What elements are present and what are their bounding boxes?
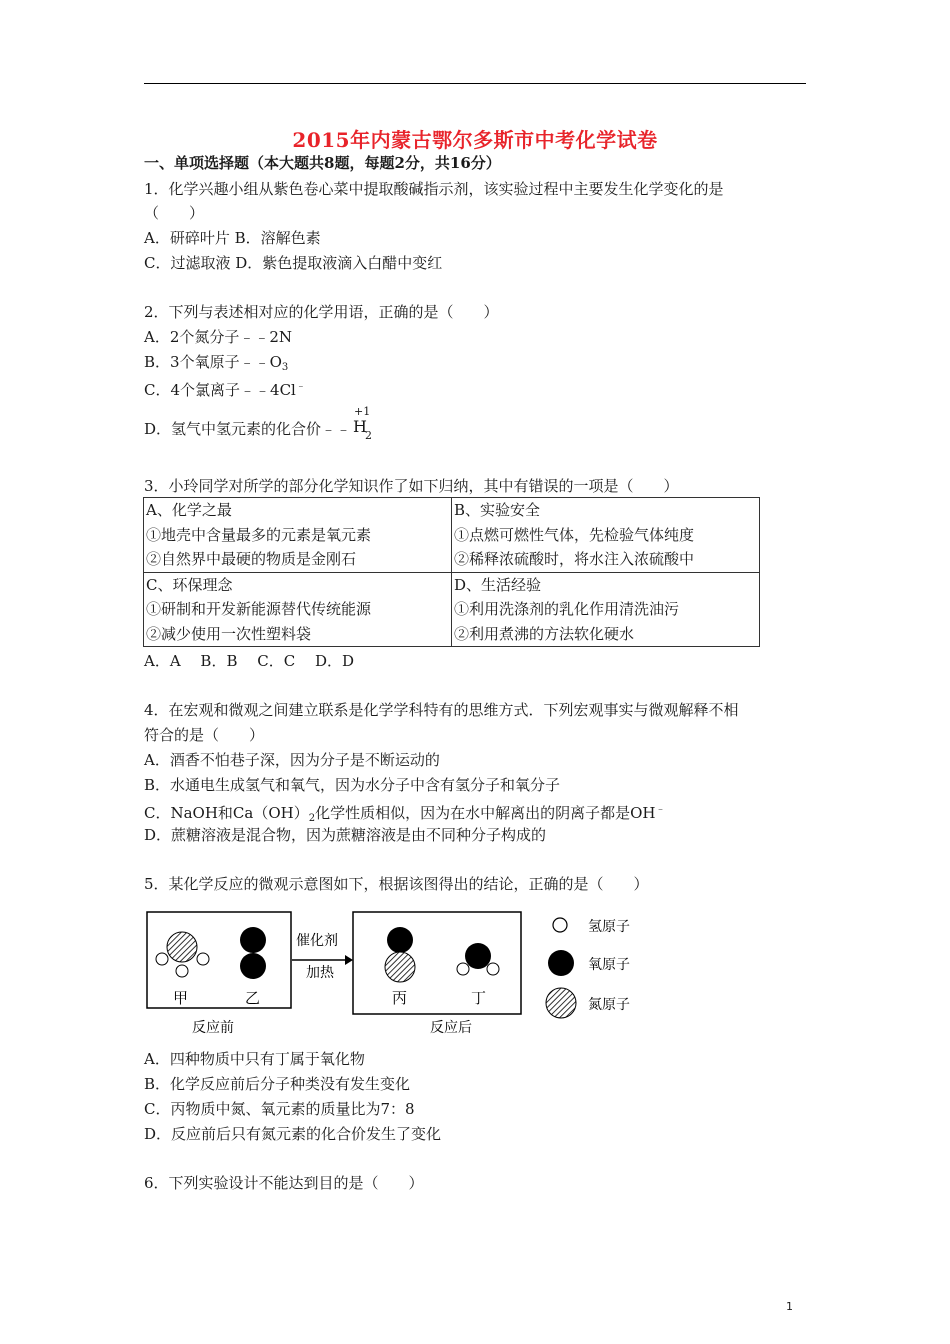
page-title: 2015年内蒙古鄂尔多斯市中考化学试卷 — [292, 128, 658, 152]
q2-option-a: A．2个氮分子﹣﹣2N — [144, 328, 293, 346]
cell-line: ①研制和开发新能源替代传统能源 — [146, 600, 372, 618]
label-ding: 丁 — [471, 989, 487, 1007]
reaction-diagram — [140, 905, 660, 1040]
cell-line: ①地壳中含量最多的元素是氧元素 — [146, 525, 372, 544]
q5-option-b: B．化学反应前后分子种类没有发生变化 — [144, 1075, 411, 1093]
q4-stem-line2: 符合的是（ ） — [144, 726, 265, 744]
heat-label: 加热 — [306, 965, 334, 981]
table-cell — [144, 498, 452, 573]
q5-stem: 5．某化学反应的微观示意图如下，根据该图得出的结论，正确的是（ ） — [144, 875, 649, 893]
q5-option-c: C．丙物质中氮、氧元素的质量比为7：8 — [144, 1100, 415, 1118]
table-cell — [452, 498, 760, 573]
arrow-head — [345, 955, 353, 965]
catalyst-label: 催化剂 — [296, 933, 338, 949]
legend-nitrogen-icon — [546, 988, 576, 1018]
legend-nitrogen-label: 氮原子 — [588, 997, 630, 1013]
q4-option-c-pre: C．NaOH和Ca（OH） — [144, 804, 309, 822]
q1-options-ab: A．研碎叶片 B．溶解色素 — [144, 229, 321, 247]
page-number: 1 — [786, 1300, 793, 1313]
hydrogen-atom — [156, 953, 168, 965]
q1-blank: （ ） — [144, 204, 205, 222]
q2-option-d — [144, 405, 375, 442]
q3-stem: 3．小玲同学对所学的部分化学知识作了如下归纳，其中有错误的一项是（ ） — [144, 477, 679, 495]
cell-line: ②稀释浓硫酸时，将水注入浓硫酸中 — [454, 550, 695, 568]
q1-stem: 1．化学兴趣小组从紫色卷心菜中提取酸碱指示剂，该实验过程中主要发生化学变化的是 — [144, 180, 724, 198]
oxygen-atom — [387, 927, 413, 953]
q2-option-c-text: C．4个氯离子﹣﹣4Cl — [144, 381, 296, 399]
section-heading: 一、单项选择题（本大题共8题，每题2分，共16分） — [144, 154, 501, 172]
q2-option-c — [144, 377, 306, 400]
hydrogen-atom — [457, 963, 469, 975]
legend-hydrogen-icon — [553, 918, 567, 932]
q2-option-b — [144, 352, 288, 378]
q4-option-c-subscript: 2 — [308, 813, 316, 824]
before-caption: 反应前 — [192, 1020, 234, 1036]
h-subscript: 2 — [365, 429, 373, 442]
cell-line: ①利用洗涤剂的乳化作用清洗油污 — [454, 600, 680, 618]
label-jia: 甲 — [173, 989, 189, 1007]
before-box — [147, 912, 291, 1008]
hydrogen-atom — [176, 965, 188, 977]
q1-options-cd: C．过滤取液 D．紫色提取液滴入白醋中变红 — [144, 254, 443, 272]
q4-option-b: B．水通电生成氢气和氧气，因为水分子中含有氢分子和氧分子 — [144, 776, 561, 794]
q2-option-d-text: D．氢气中氢元素的化合价﹣﹣ — [144, 420, 352, 438]
cell-line: A、化学之最 — [146, 501, 232, 519]
q5-option-d: D．反应前后只有氮元素的化合价发生了变化 — [144, 1125, 442, 1143]
table-row — [144, 498, 760, 573]
legend-oxygen-icon — [548, 950, 574, 976]
nitrogen-atom — [385, 952, 415, 982]
cell-line: C、环保理念 — [146, 575, 233, 594]
q2-option-c-superscript: ﹣ — [295, 381, 306, 392]
label-bing: 丙 — [392, 989, 408, 1007]
cell-line: ②利用煮沸的方法软化硬水 — [454, 624, 635, 643]
table-row — [144, 572, 760, 647]
oxygen-atom — [465, 943, 491, 969]
table-cell — [144, 572, 452, 647]
cell-line: ②减少使用一次性塑料袋 — [146, 624, 312, 643]
label-yi: 乙 — [245, 989, 261, 1007]
legend-oxygen-label: 氧原子 — [588, 957, 630, 973]
h-symbol: H — [353, 417, 367, 436]
oxygen-atom — [240, 953, 266, 979]
after-box — [353, 912, 521, 1014]
q5-option-a: A．四种物质中只有丁属于氧化物 — [144, 1050, 365, 1068]
cell-line: D、生活经验 — [454, 575, 542, 594]
hydrogen-atom — [197, 953, 209, 965]
q4-option-c-superscript: ﹣ — [655, 804, 666, 815]
q4-option-a: A．酒香不怕巷子深，因为分子是不断运动的 — [144, 751, 440, 769]
nitrogen-atom — [167, 932, 197, 962]
q2-option-b-text: B．3个氧原子﹣﹣O — [144, 353, 282, 371]
legend-hydrogen-label: 氢原子 — [588, 919, 630, 935]
oxygen-atom — [240, 927, 266, 953]
q2-stem: 2．下列与表述相对应的化学用语，正确的是（ ） — [144, 303, 499, 321]
q4-option-d: D．蔗糖溶液是混合物，因为蔗糖溶液是由不同种分子构成的 — [144, 826, 547, 844]
q2-option-b-subscript: 3 — [281, 362, 289, 373]
q4-stem-line1: 4．在宏观和微观之间建立联系是化学学科特有的思维方式．下列宏观事实与微观解释不相 — [144, 701, 739, 719]
header-rule — [144, 83, 806, 84]
h2-valence-formula — [351, 405, 375, 442]
valence-mark: +1 — [354, 405, 371, 418]
after-caption: 反应后 — [430, 1020, 472, 1036]
cell-line: ①点燃可燃性气体，先检验气体纯度 — [454, 525, 695, 544]
table-cell — [452, 572, 760, 647]
q4-option-c-post: 化学性质相似，因为在水中解离出的阴离子都是OH — [315, 804, 656, 822]
q6-stem: 6．下列实验设计不能达到目的是（ ） — [144, 1174, 424, 1192]
cell-line: ②自然界中最硬的物质是金刚石 — [146, 550, 357, 568]
hydrogen-atom — [487, 963, 499, 975]
q3-options: A．A B．B C．C D．D — [144, 652, 355, 670]
q3-table — [143, 497, 760, 647]
cell-line: B、实验安全 — [454, 501, 541, 519]
